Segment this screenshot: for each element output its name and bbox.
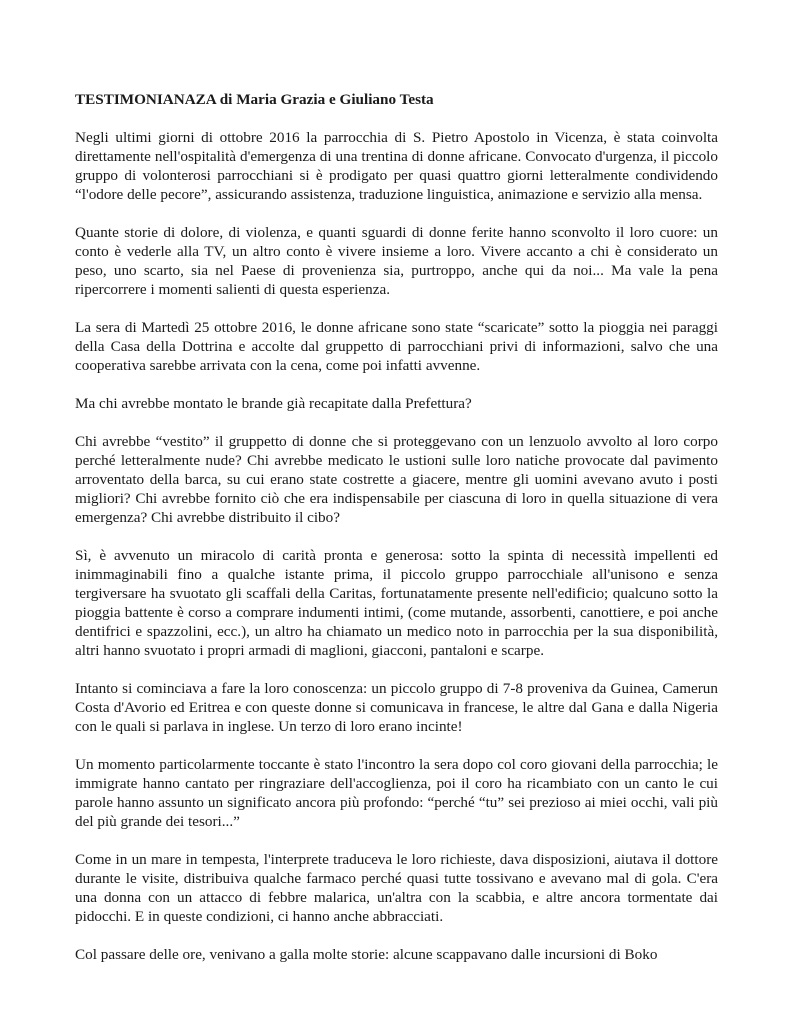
paragraph-6: Sì, è avvenuto un miracolo di carità pronta e generosa: sotto la spinta di necessità impellenti ed inimmaginabili fino a qualche istante prima, il piccolo gruppo parrocchiale all'unisono e senza tergiversare ha svuotato gli scaffali della Caritas, fortunatamente presente nell'edificio; qualcuno sotto la pioggia battente è corso a comprare indumenti intimi, (come mutande, assorbenti, canottiere, e poi anche dentifrici e spazzolini, ecc.), un altro ha chiamato un medico noto in parrocchia per la sua disponibilità, altri hanno svuotato i propri armadi di maglioni, giacconi, pantaloni e scarpe. (75, 547, 718, 659)
document-title: TESTIMONIANAZA di Maria Grazia e Giuliano Testa (75, 91, 434, 108)
paragraph-4: Ma chi avrebbe montato le brande già recapitate dalla Prefettura? (75, 395, 472, 412)
paragraph-8: Un momento particolarmente toccante è stato l'incontro la sera dopo col coro giovani della parrocchia; le immigrate hanno cantato per ringraziare dell'accoglienza, poi il coro ha ricambiato con un canto le cui parole hanno assunto un significato ancora più profondo: “perché “tu” sei prezioso ai miei occhi, vali più del più grande dei tesori...” (75, 756, 718, 830)
paragraph-9: Come in un mare in tempesta, l'interprete traduceva le loro richieste, dava disposizioni, aiutava il dottore durante le visite, distribuiva qualche farmaco perché quasi tutte tossivano e avevano mal di gola. C'era una donna con un attacco di febbre malarica, un'altra con la scabbia, e altre ancora tormentate dai pidocchi. E in queste condizioni, ci hanno anche abbracciati. (75, 851, 718, 925)
document-page (75, 90, 718, 964)
paragraph-10: Col passare delle ore, venivano a galla molte storie: alcune scappavano dalle incursioni di Boko (75, 946, 658, 963)
paragraph-1: Negli ultimi giorni di ottobre 2016 la parrocchia di S. Pietro Apostolo in Vicenza, è stata coinvolta direttamente nell'ospitalità d'emergenza di una trentina di donne africane. Convocato d'urgenza, il piccolo gruppo di volonterosi parrocchiani si è prodigato per quasi quattro giorni letteralmente condividendo “l'odore delle pecore”, assicurando assistenza, traduzione linguistica, animazione e servizio alla mensa. (75, 129, 718, 203)
paragraph-3: La sera di Martedì 25 ottobre 2016, le donne africane sono state “scaricate” sotto la pioggia nei paraggi della Casa della Dottrina e accolte dal gruppetto di parrocchiani privi di informazioni, salvo che una cooperativa sarebbe arrivata con la cena, come poi infatti avvenne. (75, 319, 718, 374)
paragraph-7: Intanto si cominciava a fare la loro conoscenza: un piccolo gruppo di 7-8 proveniva da Guinea, Camerun Costa d'Avorio ed Eritrea e con queste donne si comunicava in francese, le altre dal Gana e dalla Nigeria con le quali si parlava in inglese. Un terzo di loro erano incinte! (75, 680, 718, 735)
paragraph-2: Quante storie di dolore, di violenza, e quanti sguardi di donne ferite hanno sconvolto il loro cuore: un conto è vederle alla TV, un altro conto è vivere insieme a loro. Vivere accanto a chi è considerato un peso, uno scarto, sia nel Paese di provenienza sia, purtroppo, anche qui da noi... Ma vale la pena ripercorrere i momenti salienti di questa esperienza. (75, 224, 718, 298)
paragraph-5: Chi avrebbe “vestito” il gruppetto di donne che si proteggevano con un lenzuolo avvolto al loro corpo perché letteralmente nude? Chi avrebbe medicato le ustioni sulle loro natiche provocate dal pavimento arroventato della barca, su cui erano state costrette a giacere, mentre gli uomini avevano avuto i posti migliori? Chi avrebbe fornito ciò che era indispensabile per ciascuna di loro in quella situazione di vera emergenza? Chi avrebbe distribuito il cibo? (75, 433, 718, 526)
